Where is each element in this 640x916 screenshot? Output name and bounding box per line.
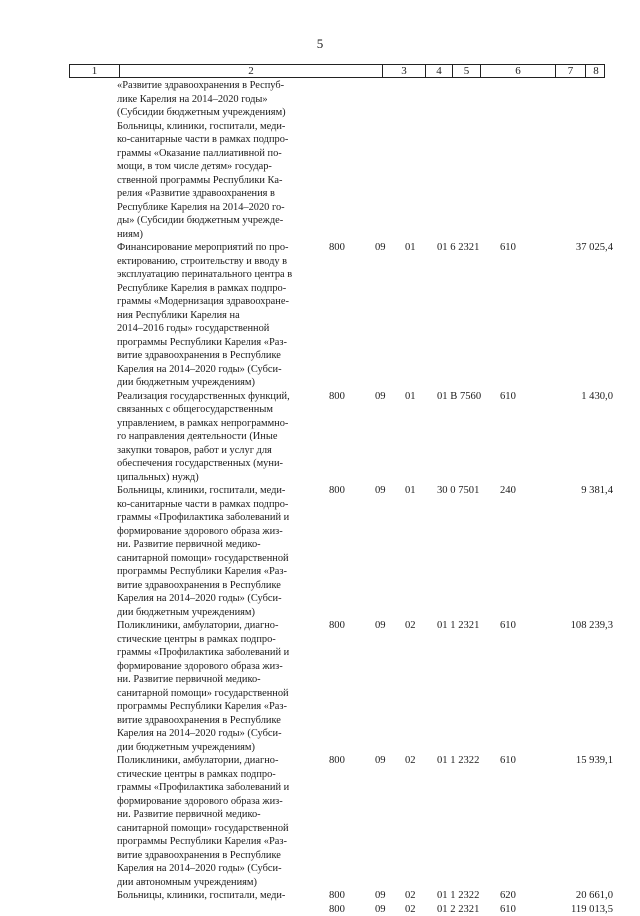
cell-col-3: 800 (329, 619, 345, 633)
cell-col-5: 02 (405, 754, 416, 768)
header-col-5: 5 (453, 65, 481, 77)
cell-col-4: 09 (375, 390, 386, 404)
cell-col-7: 620 (500, 889, 516, 903)
cell-col-4: 09 (375, 619, 386, 633)
cell-col-7: 610 (500, 754, 516, 768)
cell-col-5: 02 (405, 903, 416, 916)
cell-col-3: 800 (329, 754, 345, 768)
table-body (117, 79, 607, 903)
table-row (117, 241, 607, 390)
cell-col-4: 09 (375, 241, 386, 255)
header-col-6: 6 (481, 65, 556, 77)
cell-col-6: 01 2 2321 (437, 903, 479, 916)
cell-col-3: 800 (329, 889, 345, 903)
cell-col-7: 610 (500, 241, 516, 255)
cell-col-3: 800 (329, 241, 345, 255)
cell-col-7: 610 (500, 390, 516, 404)
row-description: Поликлиники, амбулатории, диагно- стические центры в рамках подпро- граммы «Профилактика заболеваний и формирование здорового образа жиз- ни. Развитие первичной медико- санитарной помощи» государственной программы Республики Карелия «Раз- витие здравоохранения в Республике Карелия на 2014–2020 годы» (Субси- дии бюджетным учреждениям) (117, 619, 307, 754)
cell-col-4: 09 (375, 484, 386, 498)
row-description: Реализация государственных функций, связанных с общегосударственным управлением, в рамках непрограммно- го направления деятельности (Иные закупки товаров, работ и услуг для обеспечения государственных (муни- ципальных) нужд) (117, 390, 307, 485)
cell-col-6: 01 1 2321 (437, 619, 479, 633)
table-row (117, 120, 607, 242)
table-row (117, 390, 607, 485)
row-description: Больницы, клиники, госпитали, меди- ко-санитарные части в рамках подпро- граммы «Профилактика заболеваний и формирование здорового образа жиз- ни. Развитие первичной медико- санитарной помощи» государственной программы Республики Карелия «Раз- витие здравоохранения в Республике Карелия на 2014–2020 годы» (Субси- дии бюджетным учреждениям) (117, 484, 307, 619)
cell-col-6: 01 1 2322 (437, 889, 479, 903)
header-col-2: 2 (120, 65, 383, 77)
cell-col-3: 800 (329, 903, 345, 916)
table-row (117, 754, 607, 889)
table-row (117, 619, 607, 754)
cell-col-8: 20 661,0 (576, 889, 613, 903)
cell-col-7: 610 (500, 903, 516, 916)
cell-col-4: 09 (375, 889, 386, 903)
cell-col-4: 09 (375, 754, 386, 768)
row-description: Больницы, клиники, госпитали, меди- (117, 889, 307, 903)
table-row (117, 484, 607, 619)
cell-col-8: 1 430,0 (581, 390, 613, 404)
cell-col-8: 108 239,3 (571, 619, 613, 633)
header-col-1: 1 (70, 65, 120, 77)
cell-col-6: 01 6 2321 (437, 241, 479, 255)
table-row (117, 889, 607, 903)
cell-col-5: 02 (405, 889, 416, 903)
cell-col-6: 01 1 2322 (437, 754, 479, 768)
cell-col-5: 01 (405, 390, 416, 404)
header-col-3: 3 (383, 65, 426, 77)
cell-col-6: 01 В 7560 (437, 390, 481, 404)
header-col-8: 8 (586, 65, 606, 77)
table-header (69, 64, 605, 78)
cell-col-3: 800 (329, 390, 345, 404)
cell-col-7: 240 (500, 484, 516, 498)
cell-col-7: 610 (500, 619, 516, 633)
cell-col-8: 15 939,1 (576, 754, 613, 768)
cell-col-3: 800 (329, 484, 345, 498)
cell-col-5: 01 (405, 241, 416, 255)
cell-col-8: 37 025,4 (576, 241, 613, 255)
cell-col-5: 02 (405, 619, 416, 633)
row-description: Финансирование мероприятий по про- ектированию, строительству и вводу в эксплуатацию перинатального центра в Республике Карелия в рамках подпро- граммы «Модернизация здравоохране- ния Республики Карелия на 2014–2016 годы» государственной программы Республики Карелия «Раз- витие здравоохранения в Республике Карелия на 2014–2020 годы» (Субси- дии бюджетным учреждениям) (117, 241, 307, 390)
cell-col-4: 09 (375, 903, 386, 916)
cell-col-5: 01 (405, 484, 416, 498)
row-description: Поликлиники, амбулатории, диагно- стические центры в рамках подпро- граммы «Профилактика заболеваний и формирование здорового образа жиз- ни. Развитие первичной медико- санитарной помощи» государственной программы Республики Карелия «Раз- витие здравоохранения в Республике Карелия на 2014–2020 годы» (Субси- дии автономным учреждениям) (117, 754, 307, 889)
cell-col-8: 119 013,5 (571, 903, 613, 916)
row-description: «Развитие здравоохранения в Респуб- лике Карелия на 2014–2020 годы» (Субсидии бюджетным учреждениям) (117, 79, 307, 120)
row-description: Больницы, клиники, госпитали, меди- ко-санитарные части в рамках подпро- граммы «Оказание паллиативной по- мощи, в том числе детям» государ- ственной программы Республики Ка- релия «Развитие здравоохранения в Республике Карелия на 2014–2020 го- ды» (Субсидии бюджетным учрежде- ниям) (117, 120, 307, 242)
header-col-7: 7 (556, 65, 586, 77)
table-row (117, 79, 607, 120)
page-number: 5 (0, 36, 640, 52)
header-col-4: 4 (426, 65, 453, 77)
cell-col-8: 9 381,4 (581, 484, 613, 498)
cell-col-6: 30 0 7501 (437, 484, 479, 498)
